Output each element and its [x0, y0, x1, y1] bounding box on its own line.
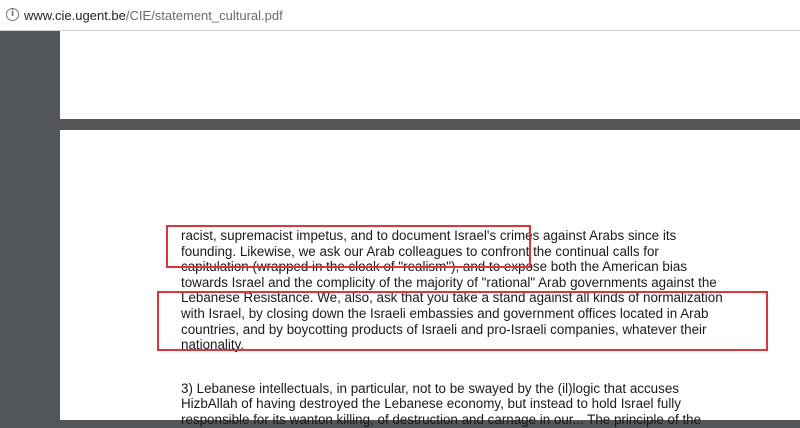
pdf-page-2 [60, 130, 800, 427]
text-line: Lebanese Resistance. We, also, ask that you take a stand against all kinds of normalization [181, 290, 723, 306]
text-line: with Israel, by closing down the Israeli embassies and government offices located in Arab [181, 305, 709, 321]
text-line: countries, and by boycotting products of Israeli and pro-Israeli companies, whatever their [181, 321, 707, 337]
info-circle-icon[interactable]: i [6, 8, 19, 21]
text-line: capitulation (wrapped in the cloak of "realism"), and to expose both the American bias [181, 259, 687, 275]
pdf-page-1 [60, 31, 800, 119]
url-text[interactable] [24, 8, 283, 23]
text-line: racist, supremacist impetus, and to document Israel's crimes against Arabs since its [181, 228, 677, 243]
text-line: 3) Lebanese intellectuals, in particular, not to be swayed by the (il)logic that accuses [181, 380, 679, 396]
text-line: responsible for its wanton killing, of destruction and carnage in our... The principle of the [181, 411, 702, 427]
url-host: www.cie.ugent.be [24, 8, 126, 23]
text-line: towards Israel and the complicity of the majority of "rational" Arab governments against the [181, 274, 717, 290]
paragraph-2 [181, 381, 800, 428]
text-line: HizbAllah of having destroyed the Lebanese economy, but instead to hold Israel fully [181, 396, 681, 412]
paragraph-1 [181, 228, 800, 353]
text-line: nationality. [181, 337, 245, 353]
paragraph-spacer [181, 353, 800, 381]
url-path: /CIE/statement_cultural.pdf [125, 8, 283, 23]
pdf-body-text [181, 228, 800, 428]
text-line: founding. Likewise, we ask our Arab colleagues to confront the continual calls for [181, 243, 659, 259]
address-bar[interactable] [0, 0, 800, 31]
pdf-viewer[interactable] [0, 31, 800, 427]
